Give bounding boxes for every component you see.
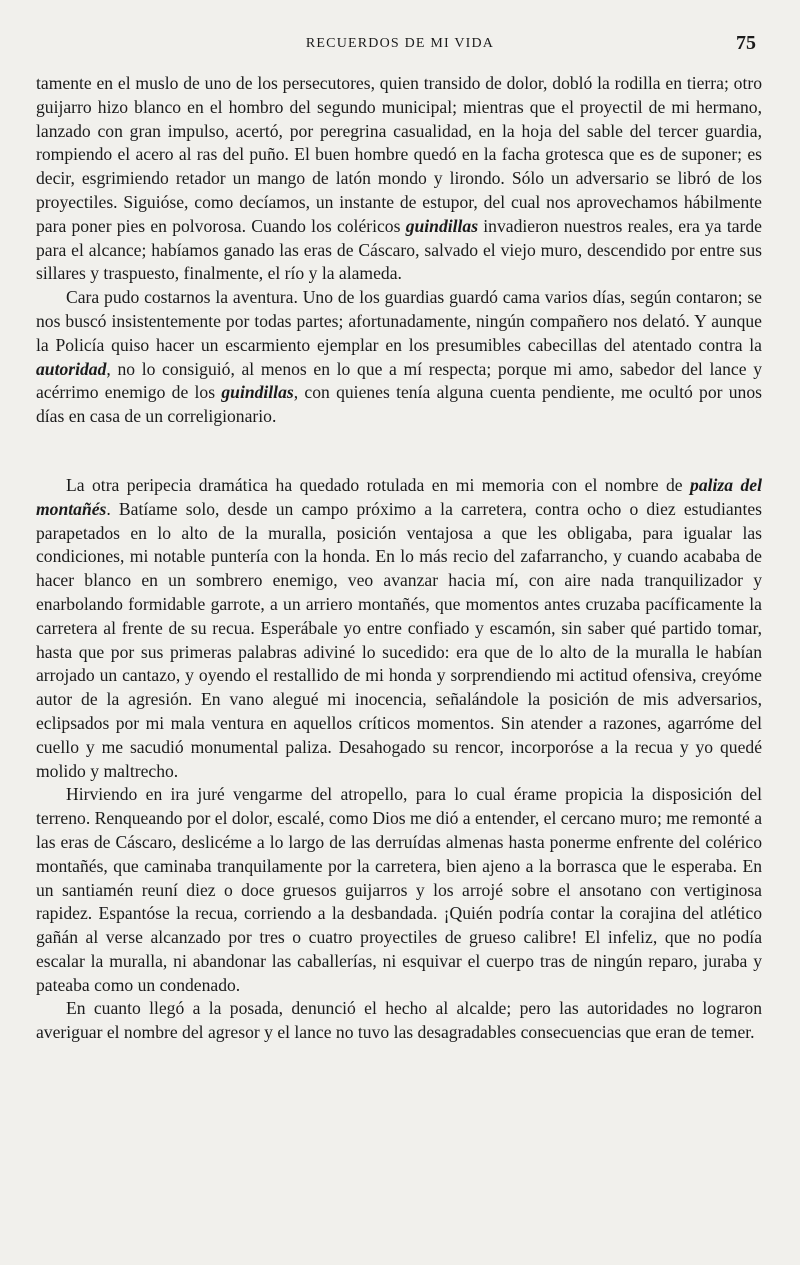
paragraph: [36, 783, 762, 997]
text-run: Cara pudo costarnos la aventura. Uno de los guardias guardó cama varios días, según contaron; se nos buscó insistentemente por todas partes; afortunadamente, ningún compañero nos delató. Y aunque la Policía quiso hacer un escarmiento ejemplar en los presumibles cabecillas del atentado contra la: [36, 287, 762, 355]
running-title: RECUERDOS DE MI VIDA: [305, 36, 495, 51]
paragraph: [36, 286, 762, 429]
italic-term: autoridad: [36, 358, 107, 379]
text-run: , con quienes tenía alguna cuenta pendiente, me ocultó por unos días en casa de un correligionario.: [36, 382, 763, 427]
paragraph: [36, 72, 762, 286]
text-run: , no lo consiguió, al menos en lo que a mí respecta; porque mi amo, sabedor del lance y acérrimo enemigo de los: [36, 358, 762, 403]
page-header: [40, 32, 760, 56]
text-run: Hirviendo en ira juré vengarme del atropello, para lo cual érame propicia la disposición del terreno. Renqueando por el dolor, escalé, como Dios me dió a entender, el cercano muro; me remonté a las eras de Cáscaro, deslicéme a lo largo de las derruídas almenas hasta ponerme enfrente del colérico montañés, que caminaba tranquilamente por la carretera, bien ajeno a la borrasca que le esperaba. En un santiamén reuní diez o doce gruesos guijarros y los arrojé sobre el ansotano con vertiginosa rapidez. Espantóse la recua, corriendo a la desbandada. ¡Quién podría contar la corajina del atlético gañán al verse alcanzado por tres o cuatro proyectiles de grueso calibre! El infeliz, que no podía escalar la muralla, ni abandonar las caballerías, ni esquivar el cuerpo tras de ningún reparo, juraba y pateaba como un condenado.: [36, 784, 763, 995]
text-run: En cuanto llegó a la posada, denunció el hecho al alcalde; pero las autoridades no lograron averiguar el nombre del agresor y el lance no tuvo las desagradables consecuencias que eran de temer.: [36, 998, 762, 1043]
text-run: . Batíame solo, desde un campo próximo a la carretera, contra ocho o diez estudiantes parapetados en lo alto de la muralla, posición ventajosa a que les obligaba, para igualar las condiciones, mi notable puntería con la honda. En lo más recio del zafarrancho, y cuando acababa de hacer blanco en un sombrero enemigo, veo avanzar hacia mí, con aire nada tranquilizador y enarbolando formidable garrote, a un arriero montañés, que momentos antes cruzaba pacíficamente la carretera al frente de su recua. Esperábale yo entre confiado y escamón, sin saber qué partido tomar, hasta que por sus primeras palabras adiviné lo sucedido: era que de lo alto de la muralla le habían arrojado un cantazo, y oyendo el restallido de mi honda y sorprendiendo mi actitud ofensiva, creyóme autor de la agresión. En vano alegué mi inocencia, señalándole la posición de mis adversarios, eclipsados por mi mala ventura en aquellos críticos momentos. Sin atender a razones, agarróme del cuello y me sacudió monumental paliza. Desahogado su rencor, incorporóse a la recua y yo quedé molido y maltrecho.: [36, 498, 762, 781]
text-run: La otra peripecia dramática ha quedado rotulada en mi memoria con el nombre de: [66, 474, 691, 495]
page-number: 75: [736, 32, 756, 54]
text-run: invadieron nuestros reales, era ya tarde para el alcance; habíamos ganado las eras de Cáscaro, salvado el viejo muro, descendido por entre sus sillares y traspuesto, finalmente, el río y la alameda.: [36, 215, 762, 284]
text-run: tamente en el muslo de uno de los persecutores, quien transido de dolor, dobló la rodilla en tierra; otro guijarro hizo blanco en el hombro del segundo municipal; mientras que el proyectil de mi hermano, lanzado con gran impulso, acertó, por peregrina casualidad, en la hoja del sable del tercer guardia, rompiendo el acero al ras del puño. El buen hombre quedó en la facha grotesca que es de suponer; es decir, esgrimiendo retador un mango de latón mondo y lirondo. Sólo un adversario se libró de los proyectiles. Siguióse, como decíamos, un instante de estupor, del cual nos aprovechamos hábilmente para poner pies en polvorosa. Cuando los coléricos: [36, 73, 762, 236]
paragraph: [36, 997, 762, 1045]
paragraph: [36, 474, 762, 783]
body-text: [36, 72, 762, 1045]
italic-term: guindillas: [221, 382, 294, 403]
italic-term: guindillas: [405, 215, 479, 236]
italic-term: paliza del montañés: [36, 474, 762, 519]
